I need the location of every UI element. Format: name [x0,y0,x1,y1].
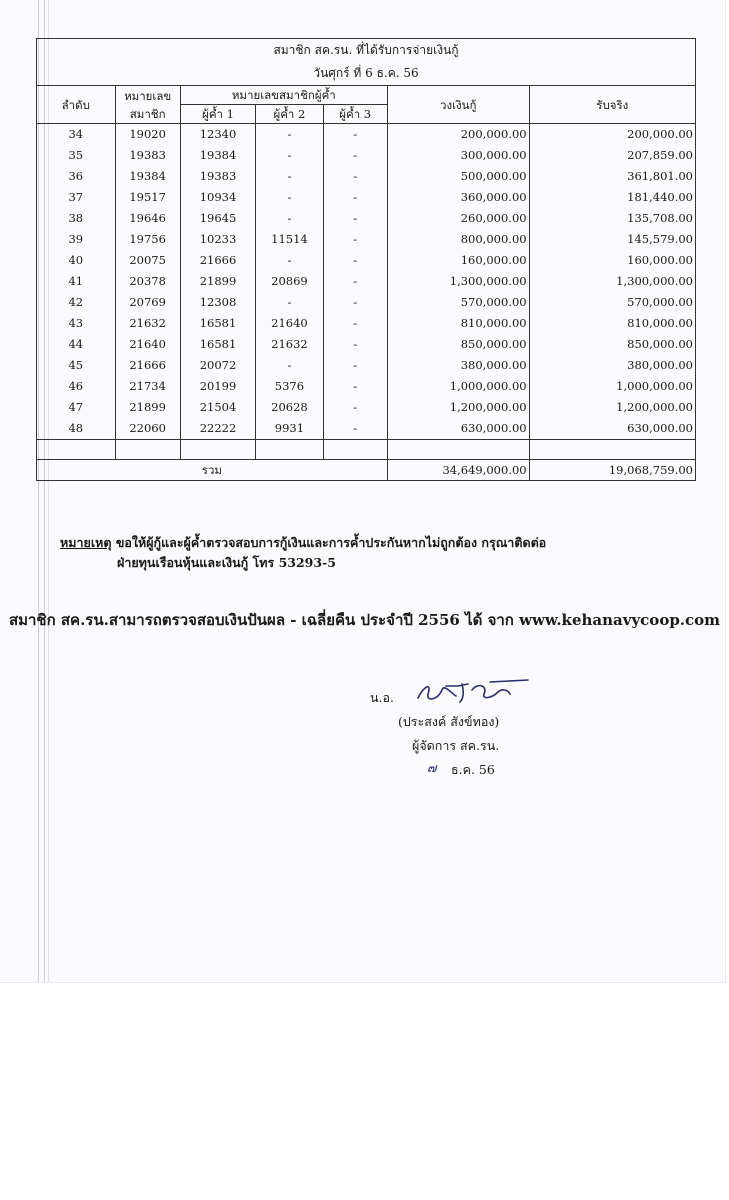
table-row [37,145,696,166]
cell-amount: 570,000.00 [387,292,529,313]
cell-g2: - [256,145,323,166]
header-received: รับจริง [529,86,695,124]
table-row [37,376,696,397]
cell-received: 810,000.00 [529,313,695,334]
table-title: สมาชิก สค.รน. ที่ได้รับการจ่ายเงินกู้ [37,39,696,62]
cell-member: 20769 [115,292,180,313]
cell-g2: - [256,187,323,208]
cell-g1: 10233 [180,229,255,250]
table-row [37,187,696,208]
cell-g1: 12308 [180,292,255,313]
cell-seq: 38 [37,208,116,229]
remark-line1: ขอให้ผู้กู้และผู้ค้ำตรวจสอบการกู้เงินและการค้ำประกันหากไม่ถูกต้อง กรุณาติดต่อ [115,535,547,550]
header-member-no-line1: หมายเลข [124,88,172,103]
table-row [37,292,696,313]
cell-g2: - [256,124,323,146]
cell-seq: 42 [37,292,116,313]
signer-name: (ประสงค์ สังข์ทอง) [398,714,500,729]
cell-g2: - [256,250,323,271]
cell-amount: 800,000.00 [387,229,529,250]
cell-seq: 37 [37,187,116,208]
cell-member: 19646 [115,208,180,229]
cell-g2: 5376 [256,376,323,397]
cell-received: 361,801.00 [529,166,695,187]
cell-g1: 19384 [180,145,255,166]
cell-member: 20075 [115,250,180,271]
table-row [37,397,696,418]
cell-g1: 12340 [180,124,255,146]
table-row [37,124,696,146]
cell-seq: 35 [37,145,116,166]
cell-g3: - [323,376,387,397]
cell-amount: 1,200,000.00 [387,397,529,418]
cell-g2: - [256,355,323,376]
cell-g3: - [323,229,387,250]
cell-seq: 48 [37,418,116,440]
remark [60,533,546,573]
cell-g1: 21504 [180,397,255,418]
cell-g2: - [256,292,323,313]
cell-g3: - [323,313,387,334]
cell-received: 135,708.00 [529,208,695,229]
cell-g3: - [323,418,387,440]
cell-g3: - [323,166,387,187]
cell-seq: 46 [37,376,116,397]
cell-seq: 36 [37,166,116,187]
cell-amount: 300,000.00 [387,145,529,166]
cell-member: 21632 [115,313,180,334]
cell-member: 20378 [115,271,180,292]
cell-g2: 20869 [256,271,323,292]
cell-g1: 19645 [180,208,255,229]
total-received: 19,068,759.00 [529,460,695,481]
cell-seq: 41 [37,271,116,292]
signer-rank: น.อ. [370,690,394,705]
header-g2: ผู้ค้ำ 2 [256,105,323,124]
table-date: วันศุกร์ ที่ 6 ธ.ค. 56 [37,61,696,86]
remark-line2: ฝ่ายทุนเรือนหุ้นและเงินกู้ โทร 53293-5 [117,555,336,570]
header-g3: ผู้ค้ำ 3 [323,105,387,124]
cell-g3: - [323,187,387,208]
table-row [37,250,696,271]
cell-member: 19384 [115,166,180,187]
cell-g2: 9931 [256,418,323,440]
cell-received: 200,000.00 [529,124,695,146]
cell-amount: 810,000.00 [387,313,529,334]
handwritten-signature [398,672,538,712]
empty-row [37,440,696,460]
header-seq: ลำดับ [37,86,116,124]
cell-member: 22060 [115,418,180,440]
cell-amount: 500,000.00 [387,166,529,187]
header-row [37,86,696,105]
cell-received: 181,440.00 [529,187,695,208]
cell-g1: 20199 [180,376,255,397]
total-amount: 34,649,000.00 [387,460,529,481]
header-guarantor-group: หมายเลขสมาชิกผู้ค้ำ [180,86,387,105]
total-label: รวม [37,460,388,481]
cell-g2: 21640 [256,313,323,334]
table-row [37,418,696,440]
table-row [37,334,696,355]
cell-g1: 19383 [180,166,255,187]
cell-g3: - [323,271,387,292]
table-row [37,271,696,292]
cell-g2: 11514 [256,229,323,250]
table-body [37,124,696,440]
cell-g2: 20628 [256,397,323,418]
cell-seq: 45 [37,355,116,376]
cell-received: 207,859.00 [529,145,695,166]
header-member-no-line2: สมาชิก [129,106,166,121]
loan-table [36,38,696,481]
cell-member: 21666 [115,355,180,376]
date-mark: ๗ [427,760,437,775]
cell-g3: - [323,355,387,376]
cell-member: 21899 [115,397,180,418]
table-row [37,229,696,250]
cell-received: 145,579.00 [529,229,695,250]
cell-g1: 10934 [180,187,255,208]
cell-received: 1,200,000.00 [529,397,695,418]
cell-received: 160,000.00 [529,250,695,271]
dividend-banner: สมาชิก สค.รน.สามารถตรวจสอบเงินปันผล - เฉลี่ยคืน ประจำปี 2556 ได้ จาก www.kehanavycoop.com [8,611,721,629]
cell-amount: 160,000.00 [387,250,529,271]
cell-g3: - [323,250,387,271]
cell-amount: 360,000.00 [387,187,529,208]
remark-label: หมายเหตุ [60,535,112,550]
cell-seq: 43 [37,313,116,334]
cell-seq: 40 [37,250,116,271]
cell-g3: - [323,292,387,313]
cell-seq: 39 [37,229,116,250]
cell-amount: 260,000.00 [387,208,529,229]
cell-g2: 21632 [256,334,323,355]
cell-amount: 630,000.00 [387,418,529,440]
cell-g1: 16581 [180,334,255,355]
cell-g1: 22222 [180,418,255,440]
header-amount: วงเงินกู้ [387,86,529,124]
cell-received: 850,000.00 [529,334,695,355]
cell-amount: 850,000.00 [387,334,529,355]
cell-member: 19383 [115,145,180,166]
cell-seq: 44 [37,334,116,355]
cell-member: 19756 [115,229,180,250]
cell-received: 570,000.00 [529,292,695,313]
cell-amount: 200,000.00 [387,124,529,146]
table-row [37,313,696,334]
cell-received: 1,000,000.00 [529,376,695,397]
cell-g3: - [323,124,387,146]
cell-amount: 1,300,000.00 [387,271,529,292]
cell-amount: 1,000,000.00 [387,376,529,397]
cell-member: 19517 [115,187,180,208]
cell-received: 1,300,000.00 [529,271,695,292]
cell-member: 19020 [115,124,180,146]
cell-g1: 21899 [180,271,255,292]
cell-seq: 47 [37,397,116,418]
cell-g1: 20072 [180,355,255,376]
cell-seq: 34 [37,124,116,146]
signer-position: ผู้จัดการ สค.รน. [412,738,500,753]
cell-amount: 380,000.00 [387,355,529,376]
table-title-row [37,39,696,62]
total-row [37,460,696,481]
cell-g3: - [323,397,387,418]
table-row [37,208,696,229]
cell-g3: - [323,145,387,166]
table-date-row [37,61,696,86]
sign-date: ธ.ค. 56 [451,762,495,777]
table-row [37,355,696,376]
cell-g1: 16581 [180,313,255,334]
cell-member: 21640 [115,334,180,355]
cell-g2: - [256,166,323,187]
header-g1: ผู้ค้ำ 1 [180,105,255,124]
cell-received: 380,000.00 [529,355,695,376]
cell-g3: - [323,208,387,229]
cell-g3: - [323,334,387,355]
header-member-no [115,86,180,124]
cell-member: 21734 [115,376,180,397]
cell-g2: - [256,208,323,229]
cell-g1: 21666 [180,250,255,271]
table-row [37,166,696,187]
cell-received: 630,000.00 [529,418,695,440]
